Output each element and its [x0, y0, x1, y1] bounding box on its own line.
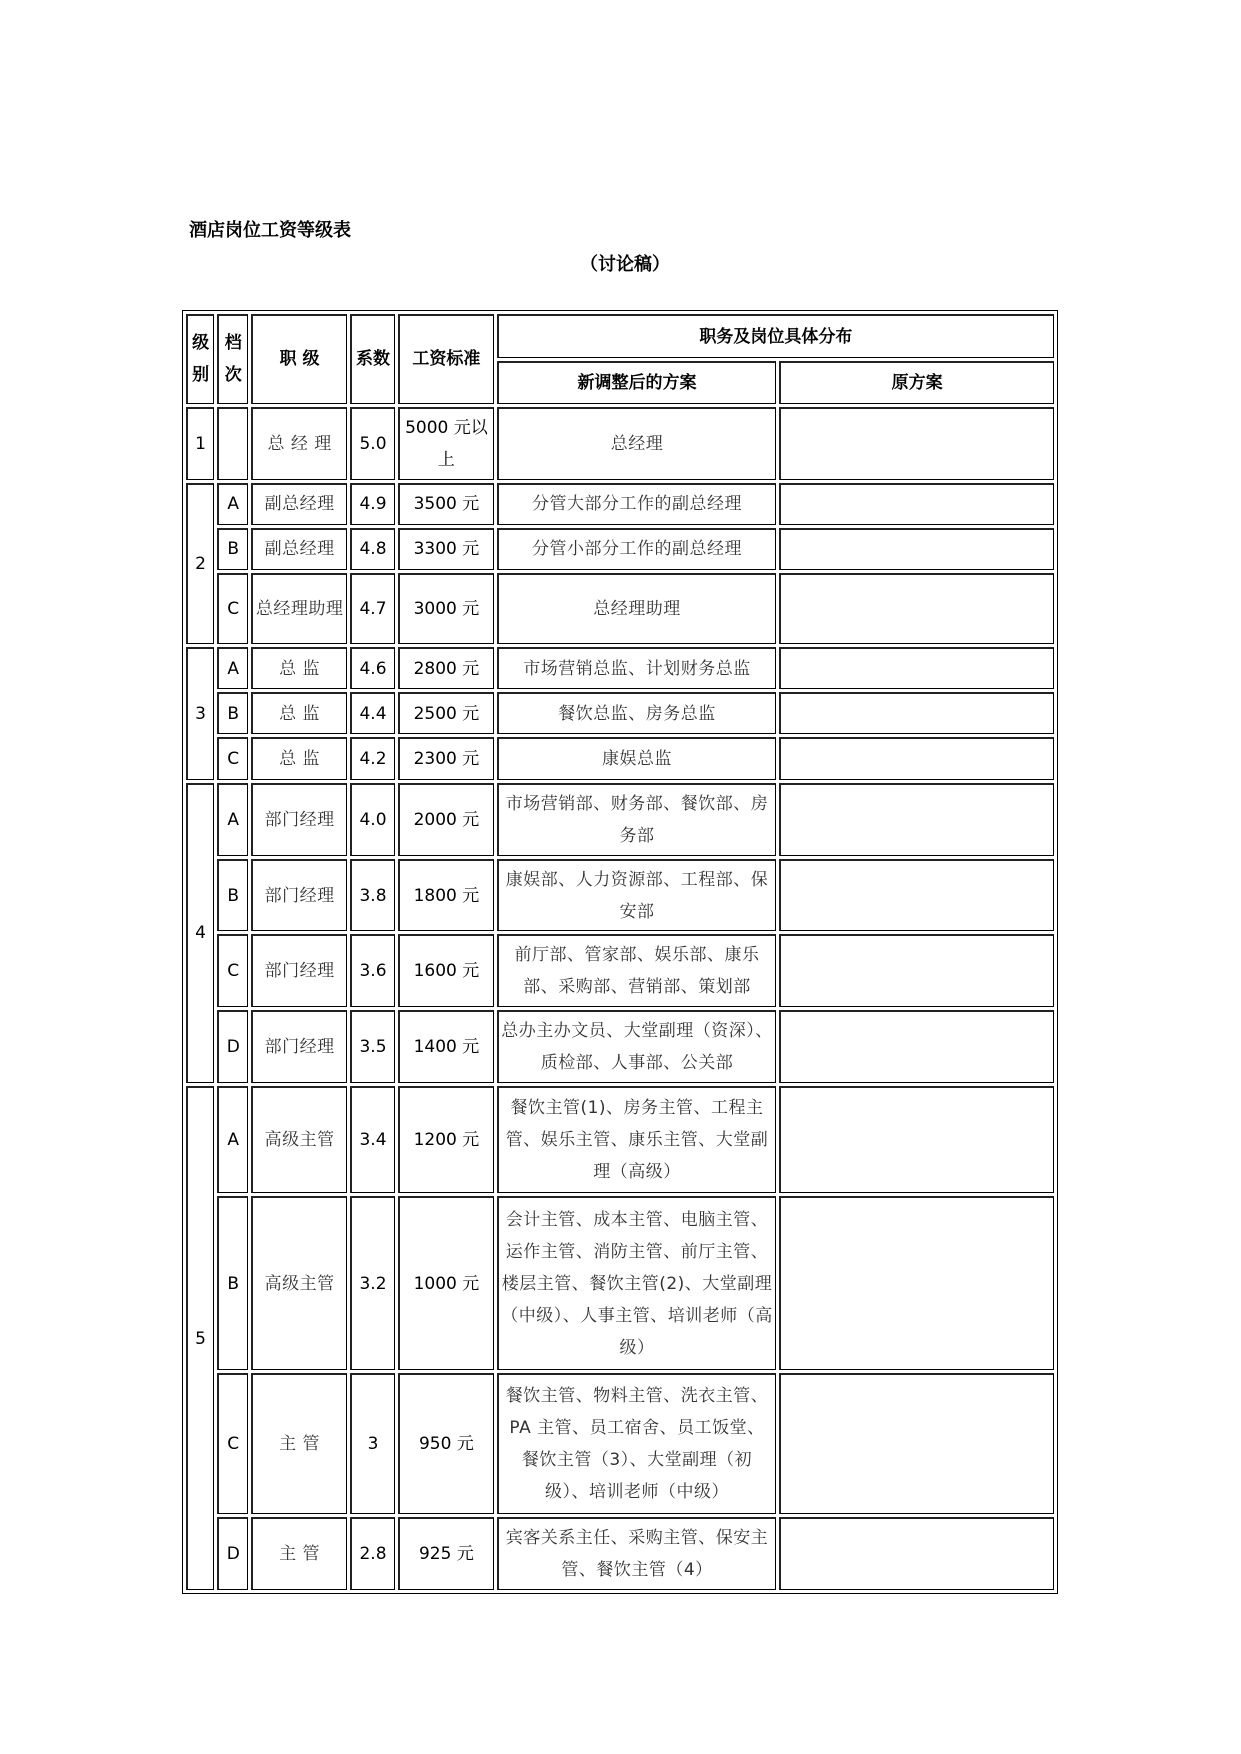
salary-cell: 2300 元	[398, 737, 494, 779]
original-plan-cell	[779, 528, 1054, 570]
salary-cell: 2800 元	[398, 647, 494, 689]
grade-cell: C	[217, 573, 248, 644]
salary-cell: 1400 元	[398, 1010, 494, 1083]
salary-grade-table	[183, 311, 1057, 1593]
coefficient-cell: 2.8	[350, 1517, 395, 1590]
original-plan-cell	[779, 407, 1054, 480]
positions-cell: 市场营销部、财务部、餐饮部、房务部	[497, 783, 777, 856]
table-row	[186, 483, 1054, 525]
original-plan-cell	[779, 1086, 1054, 1193]
level-cell: 5	[186, 1086, 214, 1590]
positions-cell: 康娱部、人力资源部、工程部、保安部	[497, 859, 777, 932]
grade-cell: B	[217, 1196, 248, 1370]
header-coefficient: 系数	[350, 314, 395, 404]
positions-cell: 分管小部分工作的副总经理	[497, 528, 777, 570]
grade-cell: B	[217, 859, 248, 932]
rank-title-cell: 副总经理	[251, 528, 347, 570]
table-row	[186, 1196, 1054, 1370]
grade-cell: B	[217, 692, 248, 734]
coefficient-cell: 3.4	[350, 1086, 395, 1193]
grade-cell: D	[217, 1010, 248, 1083]
original-plan-cell	[779, 1517, 1054, 1590]
salary-cell: 5000 元以上	[398, 407, 494, 480]
coefficient-cell: 4.8	[350, 528, 395, 570]
grade-cell: C	[217, 1373, 248, 1514]
level-cell: 1	[186, 407, 214, 480]
grade-cell: D	[217, 1517, 248, 1590]
coefficient-cell: 3.8	[350, 859, 395, 932]
positions-cell: 总经理	[497, 407, 777, 480]
original-plan-cell	[779, 934, 1054, 1007]
original-plan-cell	[779, 573, 1054, 644]
document-title: 酒店岗位工资等级表	[189, 220, 351, 241]
coefficient-cell: 3.2	[350, 1196, 395, 1370]
header-grade: 档次	[217, 314, 248, 404]
rank-title-cell: 总 监	[251, 692, 347, 734]
rank-title-cell: 总 监	[251, 737, 347, 779]
coefficient-cell: 3.6	[350, 934, 395, 1007]
table-header-row	[186, 314, 1054, 358]
coefficient-cell: 4.2	[350, 737, 395, 779]
rank-title-cell: 部门经理	[251, 934, 347, 1007]
coefficient-cell: 3.5	[350, 1010, 395, 1083]
table-row	[186, 783, 1054, 856]
original-plan-cell	[779, 692, 1054, 734]
original-plan-cell	[779, 859, 1054, 932]
grade-cell: A	[217, 1086, 248, 1193]
rank-title-cell: 部门经理	[251, 783, 347, 856]
table-row	[186, 859, 1054, 932]
salary-cell: 1200 元	[398, 1086, 494, 1193]
coefficient-cell: 4.4	[350, 692, 395, 734]
rank-title-cell: 主 管	[251, 1373, 347, 1514]
rank-title-cell: 部门经理	[251, 859, 347, 932]
table-row	[186, 647, 1054, 689]
positions-cell: 前厅部、管家部、娱乐部、康乐部、采购部、营销部、策划部	[497, 934, 777, 1007]
level-cell: 4	[186, 783, 214, 1084]
header-old-plan: 原方案	[779, 361, 1054, 403]
rank-title-cell: 总 监	[251, 647, 347, 689]
salary-cell: 1800 元	[398, 859, 494, 932]
table-row	[186, 1086, 1054, 1193]
coefficient-cell: 4.9	[350, 483, 395, 525]
salary-cell: 950 元	[398, 1373, 494, 1514]
table-row	[186, 528, 1054, 570]
grade-cell: C	[217, 934, 248, 1007]
rank-title-cell: 部门经理	[251, 1010, 347, 1083]
salary-cell: 925 元	[398, 1517, 494, 1590]
positions-cell: 会计主管、成本主管、电脑主管、运作主管、消防主管、前厅主管、楼层主管、餐饮主管(2)、大堂副理（中级）、人事主管、培训老师（高级）	[497, 1196, 777, 1370]
original-plan-cell	[779, 1010, 1054, 1083]
rank-title-cell: 主 管	[251, 1517, 347, 1590]
positions-cell: 餐饮主管、物料主管、洗衣主管、PA 主管、员工宿舍、员工饭堂、餐饮主管（3）、大堂副理（初级）、培训老师（中级）	[497, 1373, 777, 1514]
original-plan-cell	[779, 647, 1054, 689]
level-cell: 3	[186, 647, 214, 780]
table-row	[186, 934, 1054, 1007]
rank-title-cell: 副总经理	[251, 483, 347, 525]
positions-cell: 餐饮主管(1)、房务主管、工程主管、娱乐主管、康乐主管、大堂副理（高级）	[497, 1086, 777, 1193]
grade-cell: A	[217, 483, 248, 525]
table-row	[186, 407, 1054, 480]
rank-title-cell: 高级主管	[251, 1196, 347, 1370]
original-plan-cell	[779, 783, 1054, 856]
salary-grade-table-frame	[182, 310, 1058, 1594]
rank-title-cell: 总 经 理	[251, 407, 347, 480]
table-row	[186, 1373, 1054, 1514]
grade-cell: C	[217, 737, 248, 779]
grade-cell	[217, 407, 248, 480]
positions-cell: 宾客关系主任、采购主管、保安主管、餐饮主管（4）	[497, 1517, 777, 1590]
positions-cell: 市场营销总监、计划财务总监	[497, 647, 777, 689]
table-row	[186, 692, 1054, 734]
coefficient-cell: 3	[350, 1373, 395, 1514]
positions-cell: 总办主办文员、大堂副理（资深）、质检部、人事部、公关部	[497, 1010, 777, 1083]
salary-cell: 3300 元	[398, 528, 494, 570]
salary-cell: 2000 元	[398, 783, 494, 856]
table-row	[186, 1010, 1054, 1083]
header-salary-standard: 工资标准	[398, 314, 494, 404]
salary-cell: 1600 元	[398, 934, 494, 1007]
coefficient-cell: 4.0	[350, 783, 395, 856]
coefficient-cell: 4.7	[350, 573, 395, 644]
coefficient-cell: 4.6	[350, 647, 395, 689]
original-plan-cell	[779, 1196, 1054, 1370]
positions-cell: 康娱总监	[497, 737, 777, 779]
table-row	[186, 573, 1054, 644]
grade-cell: A	[217, 783, 248, 856]
positions-cell: 餐饮总监、房务总监	[497, 692, 777, 734]
coefficient-cell: 5.0	[350, 407, 395, 480]
table-row	[186, 1517, 1054, 1590]
original-plan-cell	[779, 1373, 1054, 1514]
table-row	[186, 737, 1054, 779]
salary-cell: 1000 元	[398, 1196, 494, 1370]
rank-title-cell: 总经理助理	[251, 573, 347, 644]
grade-cell: A	[217, 647, 248, 689]
positions-cell: 分管大部分工作的副总经理	[497, 483, 777, 525]
header-position-distribution: 职务及岗位具体分布	[497, 314, 1054, 358]
original-plan-cell	[779, 737, 1054, 779]
level-cell: 2	[186, 483, 214, 644]
salary-cell: 2500 元	[398, 692, 494, 734]
rank-title-cell: 高级主管	[251, 1086, 347, 1193]
original-plan-cell	[779, 483, 1054, 525]
header-level: 级别	[186, 314, 214, 404]
grade-cell: B	[217, 528, 248, 570]
header-new-plan: 新调整后的方案	[497, 361, 777, 403]
document-subtitle: （讨论稿）	[580, 254, 670, 275]
salary-cell: 3000 元	[398, 573, 494, 644]
header-rank: 职 级	[251, 314, 347, 404]
salary-cell: 3500 元	[398, 483, 494, 525]
positions-cell: 总经理助理	[497, 573, 777, 644]
